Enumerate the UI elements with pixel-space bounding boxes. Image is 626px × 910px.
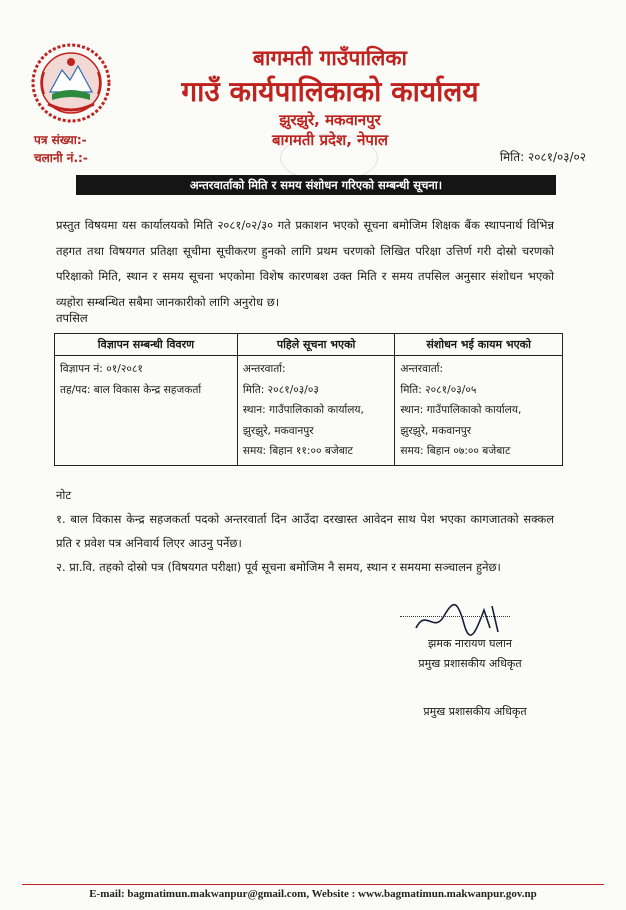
footer-divider	[22, 884, 604, 885]
note-heading: नोट	[56, 488, 72, 502]
signatory-name: झमक नारायण घलान	[428, 637, 512, 650]
table-row	[55, 356, 563, 466]
prev-place-2: झुरझुरे, मकवानपुर	[242, 424, 314, 437]
rev-time: समय: बिहान ०७:०० बजेबाट	[400, 445, 511, 457]
letter-number-label: पत्र संख्या:-	[34, 133, 87, 147]
rev-label: अन्तरवार्ता:	[400, 363, 444, 375]
signatory-title-repeat: प्रमुख प्रशासकीय अधिकृत	[423, 705, 527, 718]
note-list	[56, 507, 554, 579]
rev-date: मिति: २०८१/०३/०५	[400, 383, 477, 396]
ad-details-cell	[55, 356, 238, 466]
rev-place: स्थान: गाउँपालिकाको कार्यालय,	[400, 404, 522, 416]
header-previous: पहिले सूचना भएको	[237, 334, 394, 356]
previous-cell	[237, 356, 394, 466]
prev-date: मिति: २०८१/०३/०३	[242, 383, 319, 396]
signatory-title: प्रमुख प्रशासकीय अधिकृत	[418, 657, 522, 670]
municipality-name: बागमती गाउँपालिका	[253, 46, 407, 70]
prev-place: स्थान: गाउँपालिकाको कार्यालय,	[242, 404, 364, 416]
rev-place-2: झुरझुरे, मकवानपुर	[400, 424, 472, 437]
office-province: बागमती प्रदेश, नेपाल	[271, 131, 389, 149]
details-label: तपसिल	[56, 311, 88, 325]
revised-cell	[395, 356, 563, 466]
table-header-row	[55, 334, 563, 356]
header-revised: संशोधन भई कायम भएको	[395, 334, 563, 356]
signature-icon	[406, 598, 516, 638]
office-name: गाउँ कार्यपालिकाको कार्यालय	[181, 75, 479, 108]
office-address: झुरझुरे, मकवानपुर	[279, 111, 381, 129]
ad-number: विज्ञापन नं: ०१/२०८१	[60, 363, 143, 375]
prev-label: अन्तरवार्ता:	[242, 363, 286, 375]
nepal-emblem-icon	[30, 42, 112, 124]
header-ad-details: विज्ञापन सम्बन्धी विवरण	[55, 334, 238, 356]
notice-title-bar: अन्तरवार्ताको मिति र समय संशोधन गरिएको सम्बन्धी सूचना।	[76, 175, 556, 195]
note-item-2: २. प्रा.वि. तहको दोस्रो पत्र (विषयगत परीक्षा) पूर्व सूचना बमोजिम नै समय, स्थान र समयमा सञ्चालन हुनेछ।	[56, 560, 501, 574]
signature-line	[400, 616, 510, 617]
dispatch-number-label: चलानी नं.:-	[34, 151, 88, 165]
letter-date: मिति: २०८१/०३/०२	[499, 150, 586, 164]
notice-body: प्रस्तुत विषयमा यस कार्यालयको मिति २०८१/०२/३० गते प्रकाशन भएको सूचना बमोजिम शिक्षक बैंक स्थापनार्थ विभिन्न तहगत तथा विषयगत प्रतिक्षा सूचीमा सूचीकरण हुनको लागि प्रथम चरणको लिखित परिक्षा उत्तिर्ण गरी दोस्रो चरणको परिक्षाको मिति, स्थान र समय सूचना भएकोमा विशेष कारणबश उक्त मिति र समय तपसिल अनुसार संशोधन भएको व्यहोरा सम्बन्धित सबैमा जानकारीको लागि अनुरोध छ।	[56, 218, 554, 309]
prev-time: समय: बिहान ११:०० बजेबाट	[242, 445, 353, 457]
ad-post: तह/पद: बाल विकास केन्द्र सहजकर्ता	[60, 383, 202, 396]
note-item-1: १. बाल विकास केन्द्र सहजकर्ता पदको अन्तरवार्ता दिन आउँदा दरखास्त आवेदन साथ पेश भएका कागजातको सक्कल प्रति र प्रवेश पत्र अनिवार्य लिएर आउनु पर्नेछ।	[56, 512, 554, 550]
footer-contact: E-mail: bagmatimun.makwanpur@gmail.com, Website : www.bagmatimun.makwanpur.gov.np	[89, 888, 537, 900]
schedule-table	[54, 333, 563, 466]
